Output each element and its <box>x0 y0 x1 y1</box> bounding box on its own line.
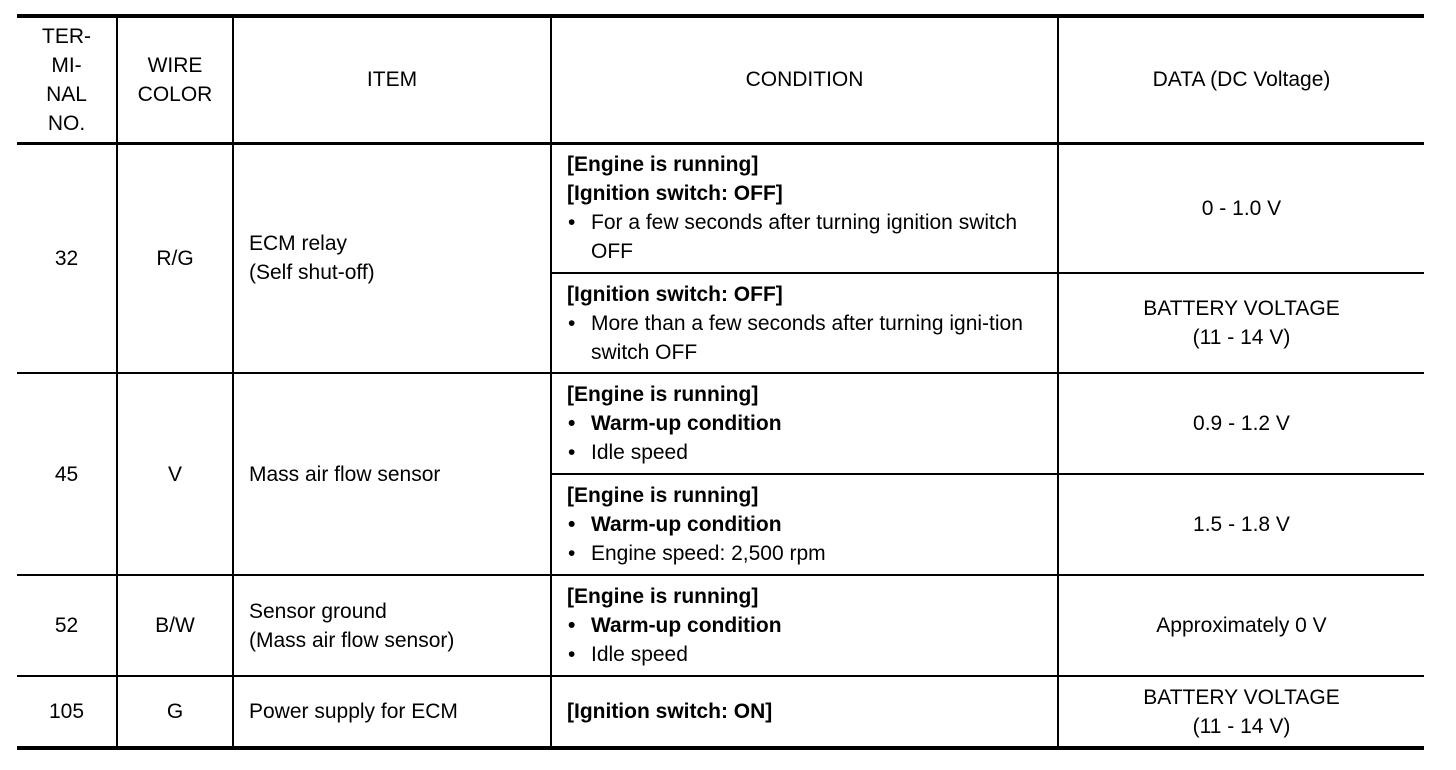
condition-bullet: • For a few seconds after turning ignition switch OFF <box>567 208 1047 266</box>
data-voltage-cell <box>1058 676 1424 748</box>
wire-color-cell: G <box>117 676 233 748</box>
condition-bullet: • Engine speed: 2,500 rpm <box>567 539 1047 568</box>
condition-bullet: • Warm-up condition <box>567 611 1047 640</box>
item-line: Power supply for ECM <box>249 700 458 723</box>
item-cell <box>233 676 551 748</box>
data-voltage-cell <box>1058 575 1424 676</box>
item-cell <box>233 143 551 373</box>
condition-cell <box>551 474 1058 575</box>
condition-cell <box>551 575 1058 676</box>
data-voltage-line: BATTERY VOLTAGE <box>1143 685 1340 709</box>
header-item: ITEM <box>233 16 551 143</box>
condition-heading: [Engine is running] <box>567 585 759 608</box>
data-voltage-cell <box>1058 273 1424 373</box>
header-terminal-line: TER- <box>42 24 91 48</box>
header-data: DATA (DC Voltage) <box>1058 16 1424 143</box>
table-header-row <box>17 16 1424 143</box>
data-voltage-line: (11 - 14 V) <box>1192 326 1291 349</box>
condition-cell <box>551 273 1058 373</box>
condition-heading: [Ignition switch: OFF] <box>567 182 783 206</box>
item-line: Sensor ground <box>249 599 387 623</box>
table-row <box>17 575 1424 676</box>
condition-heading: [Ignition switch: OFF] <box>567 282 783 306</box>
wire-color-cell: R/G <box>117 143 233 373</box>
table-row <box>17 676 1424 748</box>
table-row <box>17 373 1424 474</box>
header-wire-color-line: WIRE <box>147 53 203 77</box>
wire-color-cell: B/W <box>117 575 233 676</box>
terminal-no-cell: 105 <box>17 676 117 748</box>
condition-bullet: • More than a few seconds after turning igni-tion switch OFF <box>567 309 1047 367</box>
condition-cell <box>551 676 1058 748</box>
data-voltage-line: Approximately 0 V <box>1156 614 1327 637</box>
table-body <box>17 143 1424 748</box>
header-wire-color <box>117 16 233 143</box>
condition-heading: [Engine is running] <box>567 153 759 177</box>
condition-heading: [Engine is running] <box>567 383 759 406</box>
terminal-no-cell: 45 <box>17 373 117 575</box>
item-line: Mass air flow sensor <box>249 462 441 486</box>
item-line: (Self shut-off) <box>249 261 375 285</box>
condition-cell <box>551 373 1058 474</box>
condition-cell <box>551 143 1058 273</box>
condition-bullet: • Warm-up condition <box>567 510 1047 539</box>
header-terminal-line: NAL <box>46 82 87 106</box>
data-voltage-line: 0 - 1.0 V <box>1201 196 1282 220</box>
data-voltage-cell <box>1058 474 1424 575</box>
condition-bullet: • Warm-up condition <box>567 409 1047 438</box>
data-voltage-line: 0.9 - 1.2 V <box>1193 412 1290 435</box>
item-line: (Mass air flow sensor) <box>249 628 455 652</box>
header-terminal-no <box>17 16 117 143</box>
data-voltage-cell <box>1058 373 1424 474</box>
data-voltage-cell <box>1058 143 1424 273</box>
item-cell <box>233 373 551 575</box>
condition-heading: [Ignition switch: ON] <box>567 700 773 723</box>
ecm-terminal-table <box>17 14 1424 750</box>
data-voltage-line: (11 - 14 V) <box>1192 714 1291 738</box>
item-line: ECM relay <box>249 232 348 256</box>
data-voltage-line: BATTERY VOLTAGE <box>1143 297 1340 320</box>
header-terminal-line: NO. <box>47 111 86 135</box>
header-wire-color-line: COLOR <box>137 82 213 106</box>
data-voltage-line: 1.5 - 1.8 V <box>1193 513 1290 536</box>
header-condition: CONDITION <box>551 16 1058 143</box>
item-cell <box>233 575 551 676</box>
condition-heading: [Engine is running] <box>567 484 759 507</box>
terminal-no-cell: 52 <box>17 575 117 676</box>
wire-color-cell: V <box>117 373 233 575</box>
table-row <box>17 143 1424 273</box>
header-terminal-line: MI- <box>51 53 82 77</box>
condition-bullet: • Idle speed <box>567 438 1047 467</box>
terminal-no-cell: 32 <box>17 143 117 373</box>
condition-bullet: • Idle speed <box>567 640 1047 669</box>
